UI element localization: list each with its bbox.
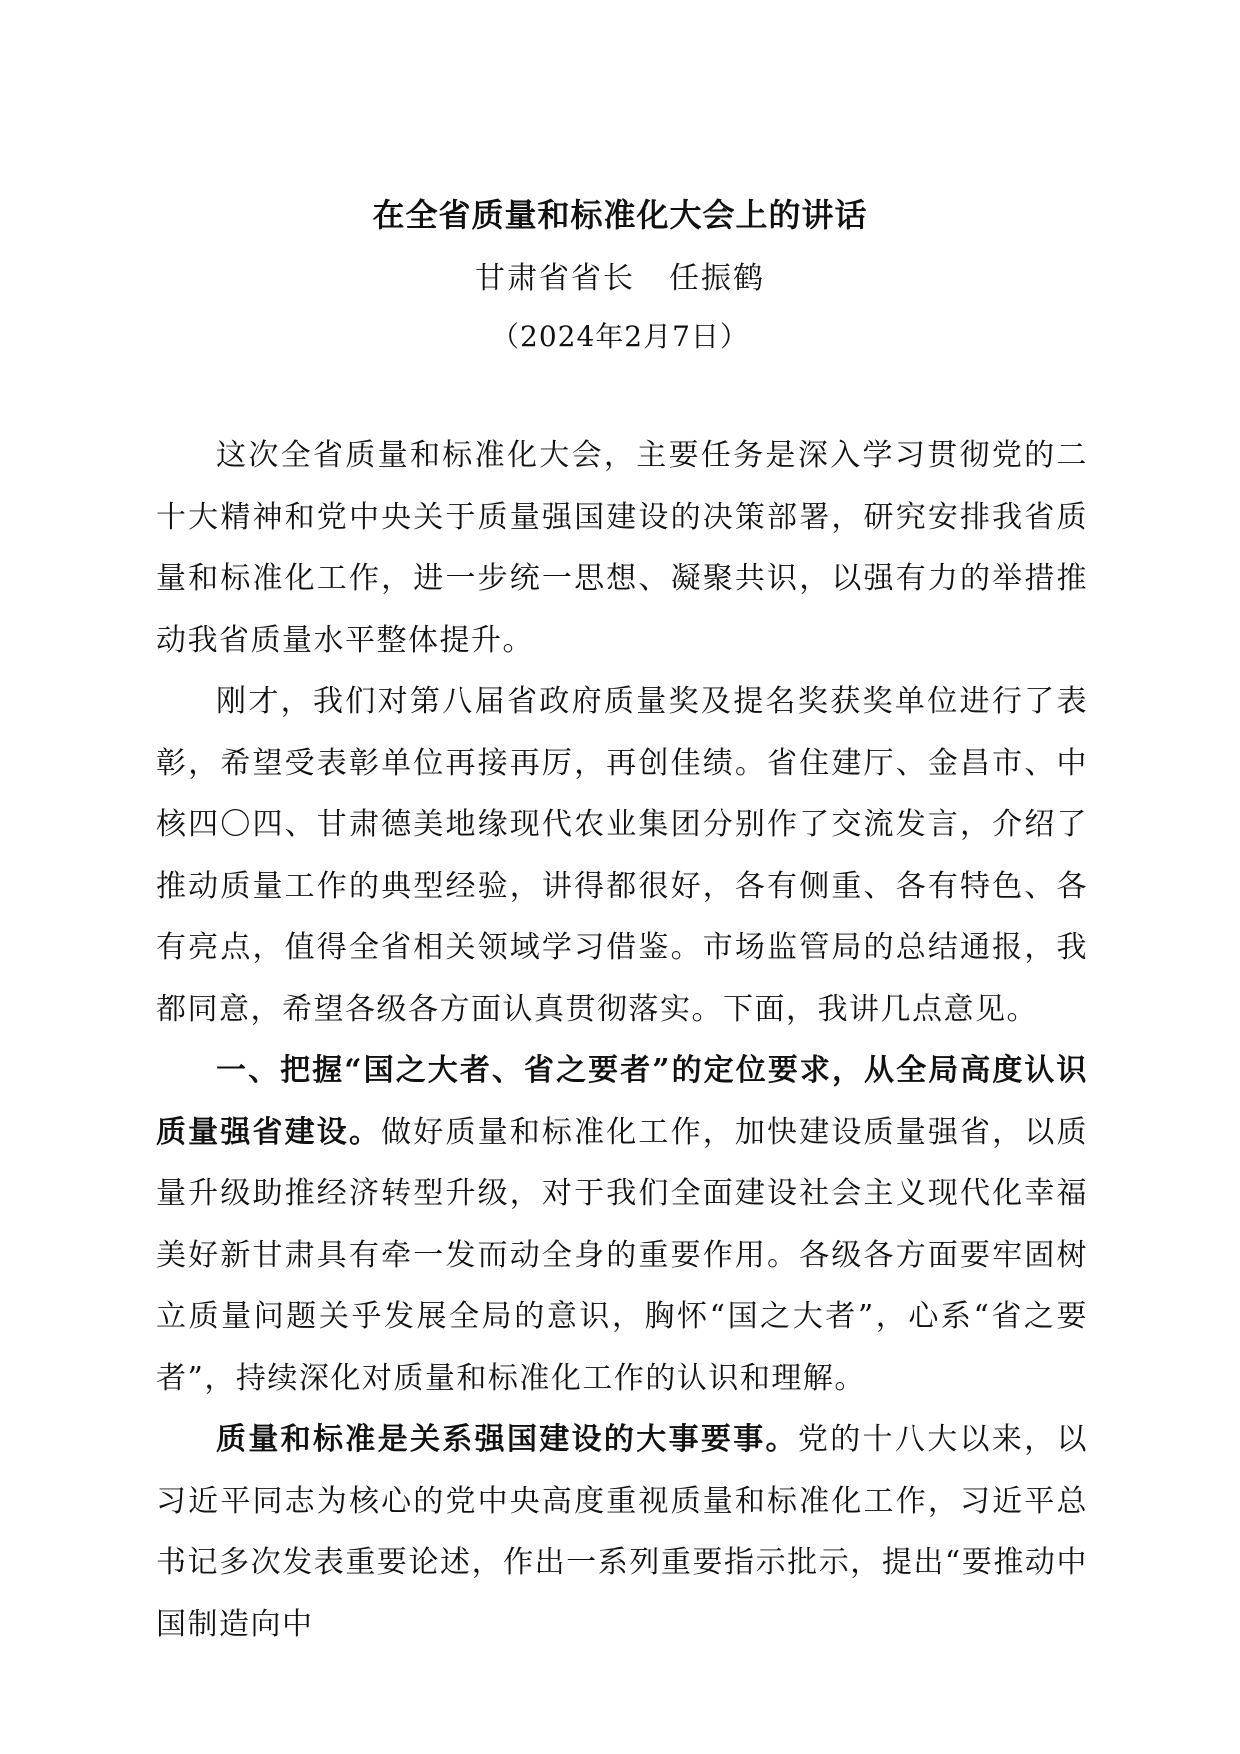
section-heading-paragraph-1 (156, 1040, 1088, 1409)
body-paragraph-1 (156, 425, 1088, 671)
paragraph-text: 党的十八大以来，以习近平同志为核心的党中央高度重视质量和标准化工作，习近平总书记多次发表重要论述，作出一系列重要指示批示，提出“要推动中国制造向中 (156, 1422, 1089, 1642)
subheading-paragraph-1 (156, 1409, 1088, 1655)
speech-body (156, 425, 1088, 1655)
author-line (0, 256, 1240, 302)
body-paragraph-2 (156, 671, 1088, 1040)
sub-heading: 质量和标准是关系强国建设的大事要事。 (216, 1422, 798, 1457)
section-heading: 一、把握“国之大者、省之要者”的定位要求，从全局高度认识质量强省建设。 (156, 1053, 1088, 1150)
paragraph-text: 做好质量和标准化工作，加快建设质量强省，以质量升级助推经济转型升级，对于我们全面建设社会主义现代化幸福美好新甘肃具有牵一发而动全身的重要作用。各级各方面要牢固树立质量问题关乎发展全局的意识，胸怀“国之大者”，心系“省之要者”，持续深化对质量和标准化工作的认识和理解。 (156, 1114, 1088, 1396)
author-name: 任振鹤 (669, 261, 765, 296)
paragraph-text: 刚才，我们对第八届省政府质量奖及提名奖获奖单位进行了表彰，希望受表彰单位再接再厉，再创佳绩。省住建厅、金昌市、中核四〇四、甘肃德美地缘现代农业集团分别作了交流发言，介绍了推动质量工作的典型经验，讲得都很好，各有侧重、各有特色、各有亮点，值得全省相关领域学习借鉴。市场监管局的总结通报，我都同意，希望各级各方面认真贯彻落实。下面，我讲几点意见。 (156, 684, 1088, 1027)
speech-title: 在全省质量和标准化大会上的讲话 (372, 196, 868, 234)
author-role: 甘肃省省长 (475, 261, 635, 296)
paragraph-text: 这次全省质量和标准化大会，主要任务是深入学习贯彻党的二十大精神和党中央关于质量强国建设的决策部署，研究安排我省质量和标准化工作，进一步统一思想、凝聚共识，以强有力的举措推动我省质量水平整体提升。 (156, 438, 1088, 658)
speech-date: （2024年2月7日） (491, 320, 749, 353)
